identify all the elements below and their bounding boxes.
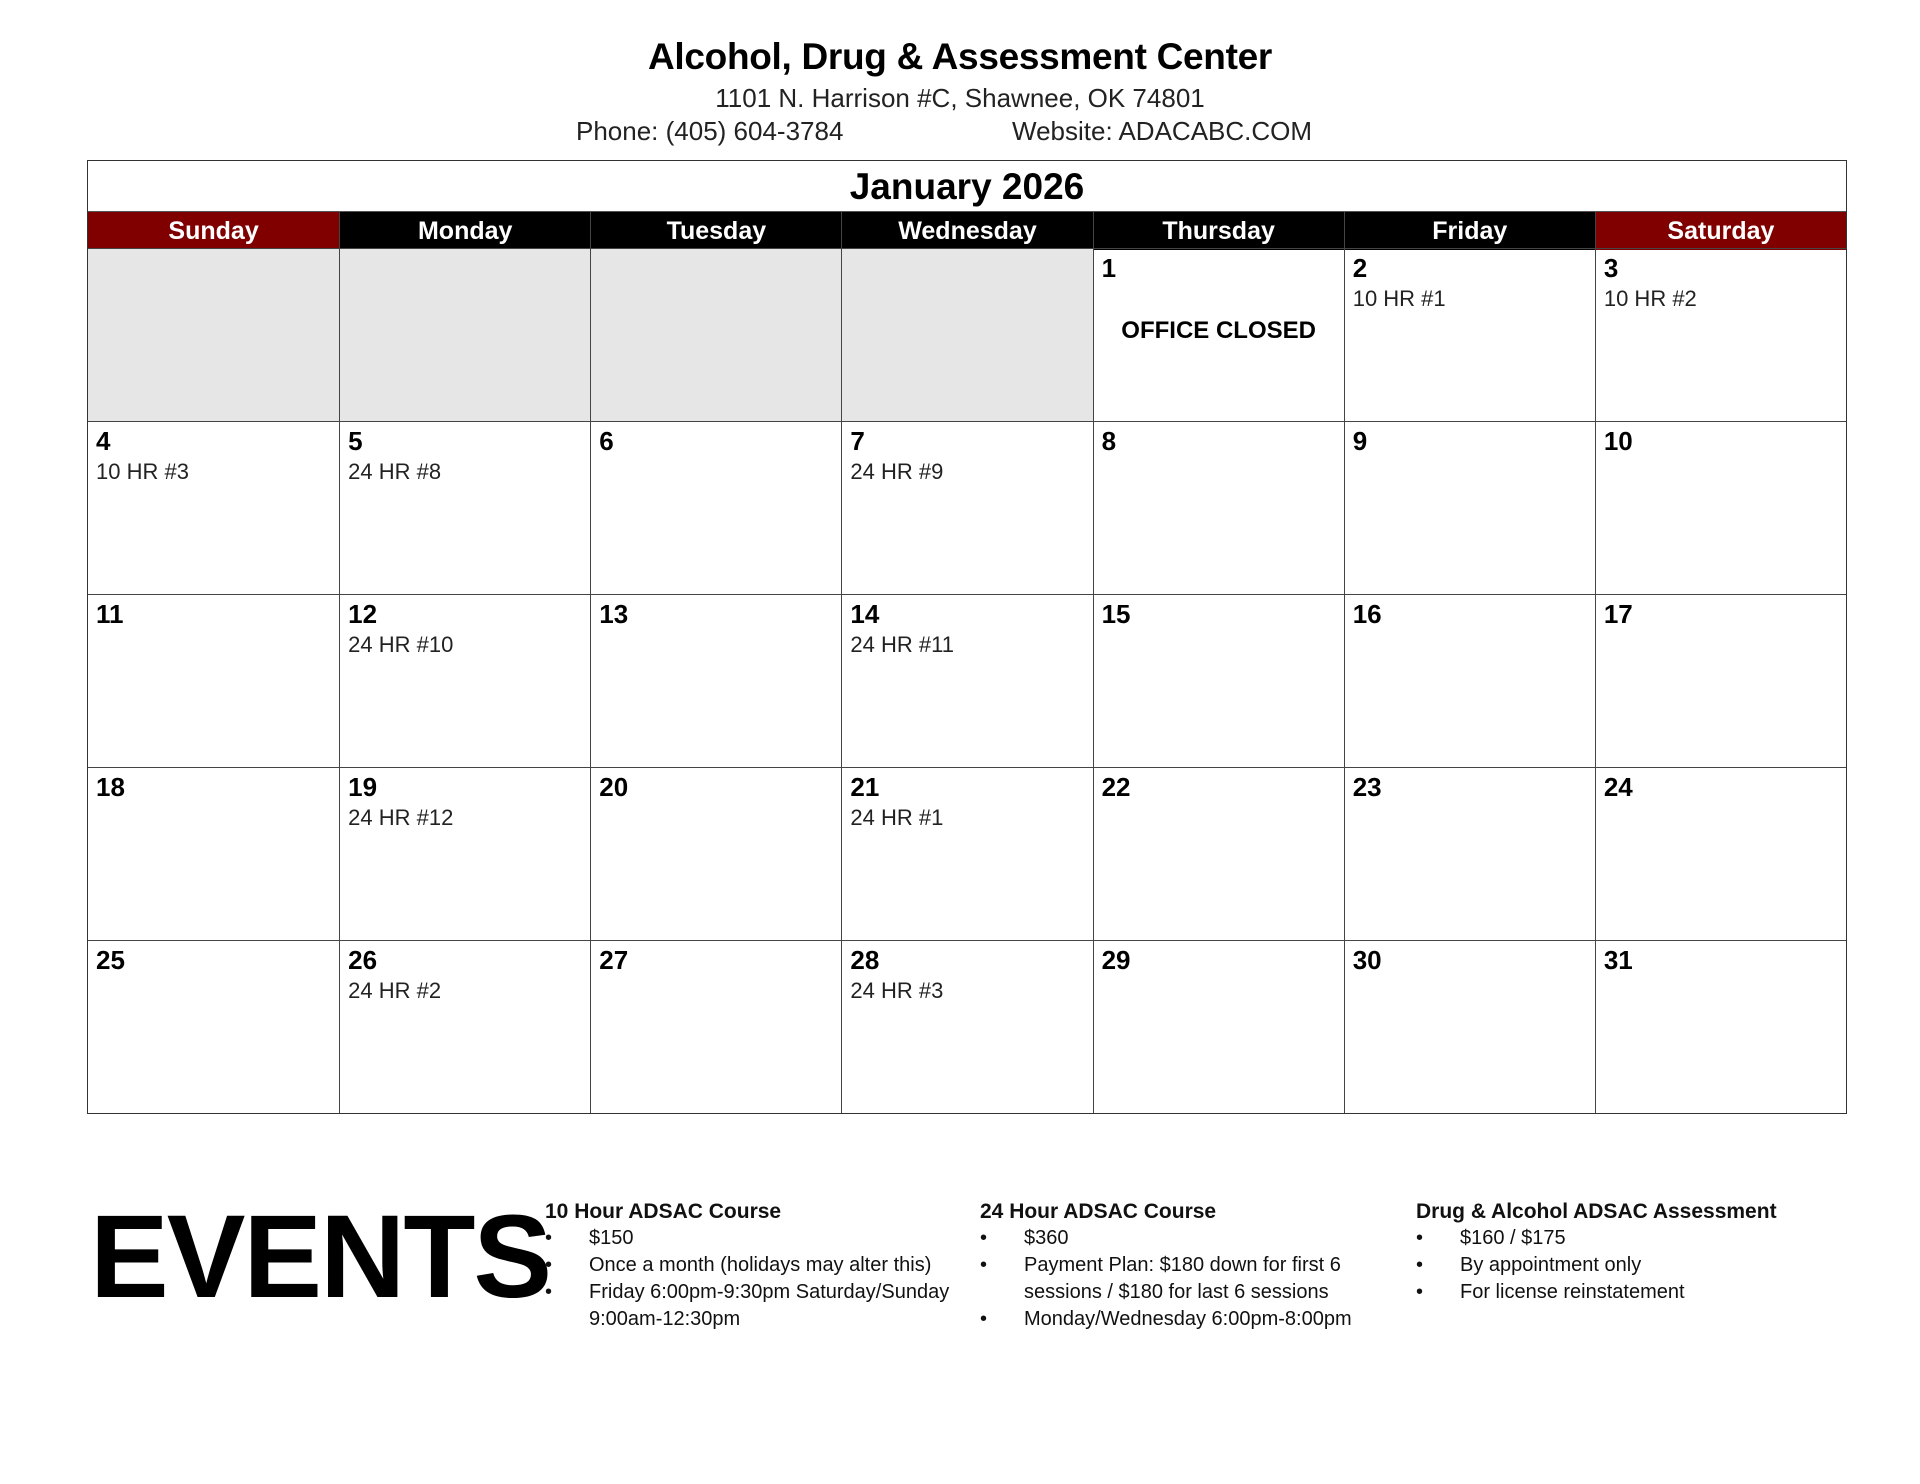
dow-tuesday: Tuesday xyxy=(590,212,841,250)
day-number: 31 xyxy=(1603,945,1633,975)
website-link[interactable]: Website: ADACABC.COM xyxy=(1012,116,1313,146)
day-event: 10 HR #3 xyxy=(96,459,189,484)
event-detail: • For license reinstatement xyxy=(1416,1279,1836,1306)
empty-day-cell xyxy=(841,248,1092,421)
month-calendar xyxy=(87,160,1847,1114)
day-cell xyxy=(1344,940,1595,1113)
org-address: 1101 N. Harrison #C, Shawnee, OK 74801 xyxy=(715,83,1205,113)
day-cell xyxy=(1595,940,1846,1113)
day-event: 24 HR #2 xyxy=(348,978,442,1003)
day-number: 15 xyxy=(1101,599,1131,629)
day-cell xyxy=(1093,248,1344,421)
day-cell xyxy=(1093,594,1344,767)
day-cell xyxy=(339,594,590,767)
day-event: 24 HR #11 xyxy=(850,632,954,657)
events-title: EVENTS xyxy=(90,1191,551,1323)
month-title: January 2026 xyxy=(88,161,1846,212)
event-detail: • Once a month (holidays may alter this) xyxy=(545,1252,965,1279)
empty-day-cell xyxy=(590,248,841,421)
day-number: 17 xyxy=(1603,599,1633,629)
day-cell xyxy=(1344,767,1595,940)
office-closed-note: OFFICE CLOSED xyxy=(1121,317,1316,344)
event-details xyxy=(545,1225,965,1333)
day-event: 24 HR #8 xyxy=(348,459,442,484)
day-number: 4 xyxy=(96,426,111,456)
event-detail: • $160 / $175 xyxy=(1416,1225,1836,1252)
day-number: 19 xyxy=(348,772,378,802)
day-number: 14 xyxy=(850,599,880,629)
event-detail: • $150 xyxy=(545,1225,965,1252)
day-cell xyxy=(88,421,339,594)
day-number: 16 xyxy=(1352,599,1382,629)
day-number: 22 xyxy=(1101,772,1131,802)
day-number: 26 xyxy=(348,945,378,975)
day-event: 10 HR #2 xyxy=(1603,286,1697,311)
day-cell xyxy=(1093,767,1344,940)
day-cell xyxy=(590,940,841,1113)
event-detail: • Monday/Wednesday 6:00pm-8:00pm xyxy=(980,1306,1400,1333)
day-number: 9 xyxy=(1352,426,1368,456)
event-detail: • $360 xyxy=(980,1225,1400,1252)
day-cell xyxy=(1344,594,1595,767)
day-event: 24 HR #9 xyxy=(850,459,944,484)
empty-day-cell xyxy=(88,248,339,421)
day-number: 6 xyxy=(599,426,614,456)
day-of-week-header xyxy=(88,212,1846,248)
day-number: 10 xyxy=(1603,426,1633,456)
day-cell xyxy=(590,594,841,767)
day-number: 23 xyxy=(1352,772,1382,802)
day-cell xyxy=(88,940,339,1113)
phone-number: Phone: (405) 604-3784 xyxy=(576,116,844,146)
event-details xyxy=(980,1225,1400,1333)
day-cell xyxy=(841,594,1092,767)
day-event: 24 HR #3 xyxy=(850,978,944,1003)
day-number: 28 xyxy=(850,945,880,975)
dow-monday: Monday xyxy=(339,212,590,250)
day-cell xyxy=(1344,248,1595,421)
day-cell xyxy=(1344,421,1595,594)
event-heading: 24 Hour ADSAC Course xyxy=(980,1200,1217,1223)
day-event: 24 HR #12 xyxy=(348,805,454,830)
day-number: 21 xyxy=(850,772,880,802)
calendar-grid xyxy=(88,248,1846,1113)
day-cell xyxy=(1595,421,1846,594)
empty-day-cell xyxy=(339,248,590,421)
day-cell xyxy=(88,767,339,940)
day-number: 27 xyxy=(599,945,629,975)
event-detail: • By appointment only xyxy=(1416,1252,1836,1279)
day-cell xyxy=(339,940,590,1113)
day-event: 24 HR #10 xyxy=(348,632,454,657)
day-number: 25 xyxy=(96,945,125,975)
org-name: Alcohol, Drug & Assessment Center xyxy=(647,36,1273,77)
day-event: 24 HR #1 xyxy=(850,805,944,830)
day-number: 12 xyxy=(348,599,378,629)
event-detail: • Payment Plan: $180 down for first 6 sessions / $180 for last 6 sessions xyxy=(980,1252,1400,1306)
day-cell xyxy=(841,421,1092,594)
event-assessment xyxy=(1416,1198,1836,1306)
day-cell xyxy=(1595,767,1846,940)
day-number: 3 xyxy=(1603,253,1619,283)
day-cell xyxy=(88,594,339,767)
event-details xyxy=(1416,1225,1836,1306)
day-cell xyxy=(1595,248,1846,421)
event-heading: 10 Hour ADSAC Course xyxy=(545,1200,782,1223)
day-cell xyxy=(841,767,1092,940)
day-cell xyxy=(590,767,841,940)
day-number: 2 xyxy=(1352,253,1368,283)
dow-friday: Friday xyxy=(1344,212,1595,250)
day-number: 1 xyxy=(1101,253,1117,283)
day-number: 18 xyxy=(96,772,125,802)
day-number: 5 xyxy=(348,426,363,456)
dow-wednesday: Wednesday xyxy=(841,212,1092,250)
event-heading: Drug & Alcohol ADSAC Assessment xyxy=(1416,1200,1777,1223)
dow-saturday: Saturday xyxy=(1595,212,1846,250)
day-cell xyxy=(339,421,590,594)
event-detail: • Friday 6:00pm-9:30pm Saturday/Sunday 9:00am-12:30pm xyxy=(545,1279,965,1333)
day-cell xyxy=(1093,940,1344,1113)
dow-sunday: Sunday xyxy=(88,212,339,250)
day-number: 13 xyxy=(599,599,629,629)
event-24-hour-course xyxy=(980,1198,1400,1333)
day-cell xyxy=(1093,421,1344,594)
day-number: 7 xyxy=(850,426,865,456)
event-10-hour-course xyxy=(545,1198,965,1333)
day-number: 20 xyxy=(599,772,629,802)
day-number: 24 xyxy=(1603,772,1633,802)
day-cell xyxy=(590,421,841,594)
day-number: 29 xyxy=(1101,945,1131,975)
day-cell xyxy=(339,767,590,940)
day-cell xyxy=(1595,594,1846,767)
dow-thursday: Thursday xyxy=(1093,212,1344,250)
day-number: 30 xyxy=(1352,945,1382,975)
day-cell xyxy=(841,940,1092,1113)
day-number: 8 xyxy=(1101,426,1117,456)
day-event: 10 HR #1 xyxy=(1352,286,1446,311)
day-number: 11 xyxy=(96,599,124,629)
